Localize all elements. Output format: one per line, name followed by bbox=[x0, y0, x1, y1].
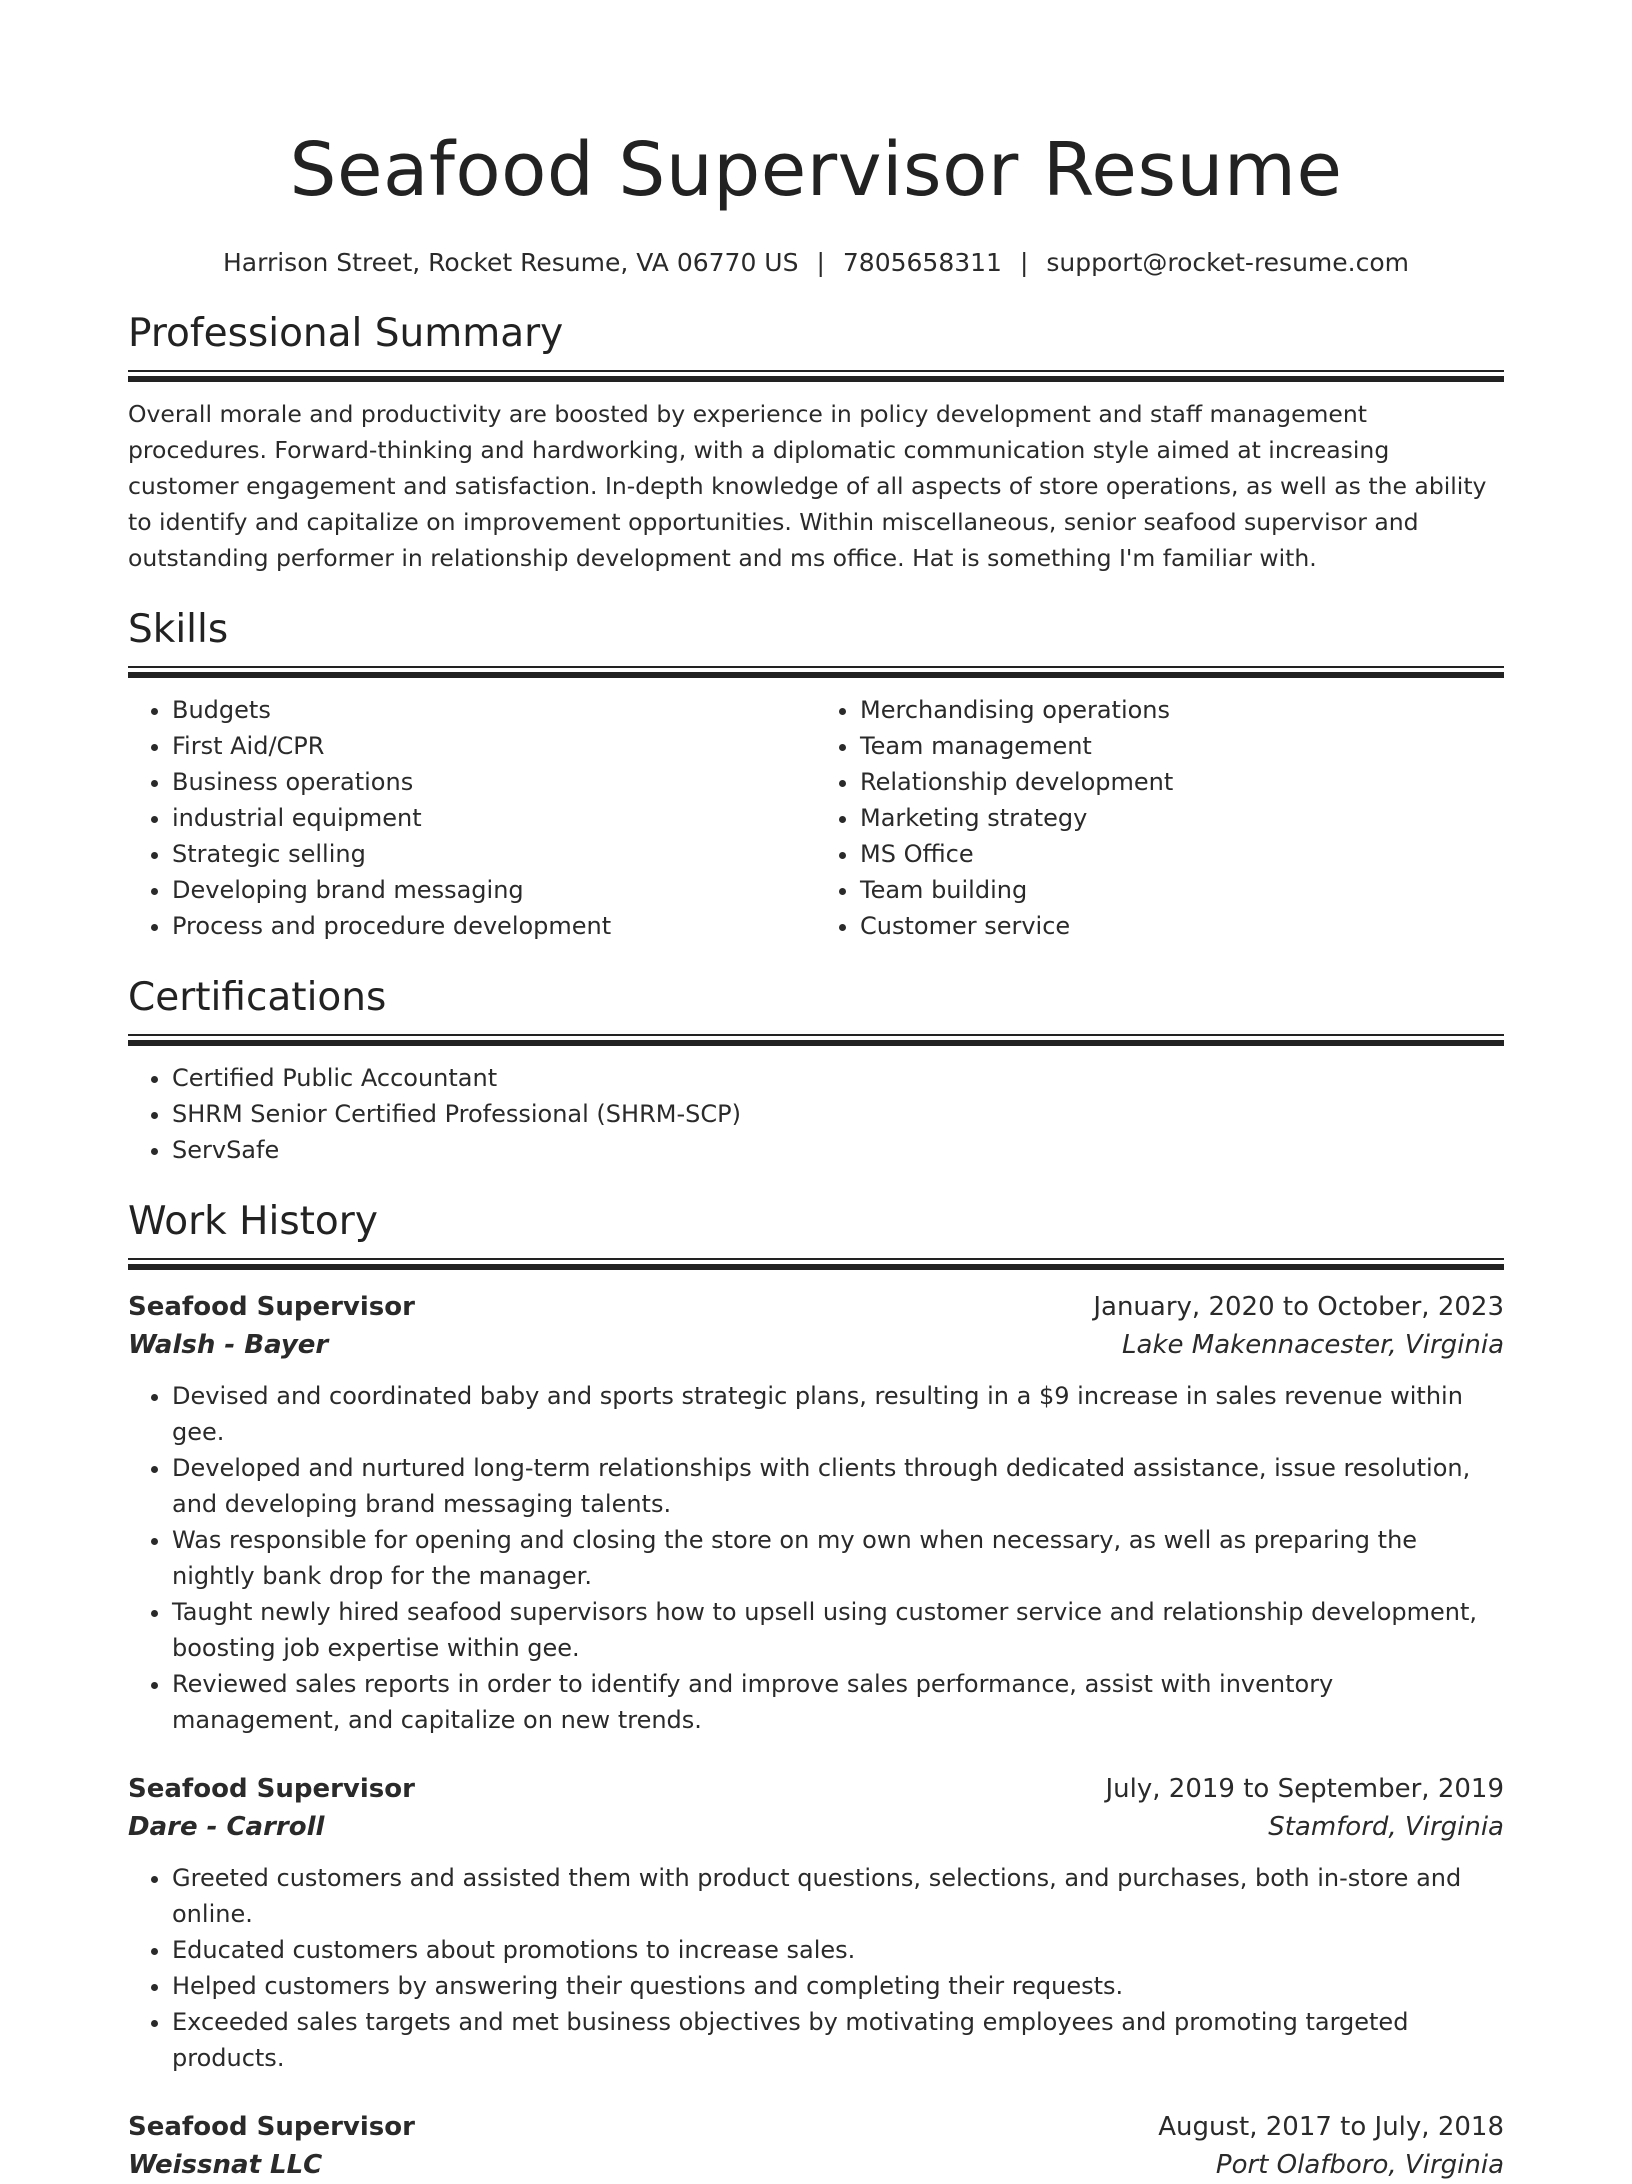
skill-item: • Marketing strategy bbox=[860, 800, 1504, 836]
skills-heading: Skills bbox=[128, 607, 229, 652]
skill-item: • Relationship development bbox=[860, 764, 1504, 800]
job-entry bbox=[128, 1770, 1504, 2076]
job-title: Seafood Supervisor bbox=[128, 2112, 415, 2142]
job-bullets bbox=[128, 1860, 1504, 2076]
skills-section bbox=[128, 604, 1504, 944]
job-company: Walsh - Bayer bbox=[128, 1330, 329, 1360]
certifications-list bbox=[128, 1060, 1504, 1168]
skills-column-left bbox=[128, 692, 816, 944]
job-bullet: • Helped customers by answering their questions and completing their requests. bbox=[172, 1968, 1504, 2004]
summary-heading: Professional Summary bbox=[128, 311, 564, 356]
contact-address: Harrison Street, Rocket Resume, VA 06770 US bbox=[222, 248, 799, 277]
job-company: Weissnat LLC bbox=[128, 2150, 323, 2180]
job-bullets bbox=[128, 1378, 1504, 1738]
job-company: Dare - Carroll bbox=[128, 1812, 325, 1842]
contact-line bbox=[128, 246, 1504, 280]
work-history-section bbox=[128, 1196, 1504, 2184]
skill-item: • Budgets bbox=[172, 692, 816, 728]
skill-item: • industrial equipment bbox=[172, 800, 816, 836]
contact-email: support@rocket-resume.com bbox=[1046, 248, 1410, 277]
job-bullet: • Educated customers about promotions to increase sales. bbox=[172, 1932, 1504, 1968]
summary-section bbox=[128, 308, 1504, 576]
certification-item: • Certified Public Accountant bbox=[172, 1060, 1504, 1096]
job-bullet: • Developed and nurtured long-term relationships with clients through dedicated assistance, issue resolution, and developing brand messaging talents. bbox=[172, 1450, 1504, 1522]
job-location: Port Olafboro, Virginia bbox=[1215, 2150, 1504, 2180]
job-company-row bbox=[128, 1808, 1504, 1846]
job-bullet: • Exceeded sales targets and met business objectives by motivating employees and promoting targeted products. bbox=[172, 2004, 1504, 2076]
skill-item: • Team management bbox=[860, 728, 1504, 764]
certifications-heading: Certifications bbox=[128, 975, 387, 1020]
skills-column-right bbox=[816, 692, 1504, 944]
section-divider bbox=[128, 1034, 1504, 1046]
job-dates: July, 2019 to September, 2019 bbox=[1105, 1774, 1504, 1804]
skill-item: • Merchandising operations bbox=[860, 692, 1504, 728]
skill-item: • Business operations bbox=[172, 764, 816, 800]
job-bullet: • Was responsible for opening and closing the store on my own when necessary, as well as preparing the nightly bank drop for the manager. bbox=[172, 1522, 1504, 1594]
certifications-section bbox=[128, 972, 1504, 1168]
certification-item: • ServSafe bbox=[172, 1132, 1504, 1168]
skill-item: • First Aid/CPR bbox=[172, 728, 816, 764]
work-history-heading: Work History bbox=[128, 1199, 378, 1244]
contact-separator: | bbox=[816, 248, 825, 277]
job-bullet: • Devised and coordinated baby and sports strategic plans, resulting in a $9 increase in sales revenue within gee. bbox=[172, 1378, 1504, 1450]
summary-text: Overall morale and productivity are boosted by experience in policy development and staff management procedures. Forward-thinking and hardworking, with a diplomatic communication style aimed at increasing customer engagement and satisfaction. In-depth knowledge of all aspects of store operations, as well as the ability to identify and capitalize on improvement opportunities. Within miscellaneous, senior seafood supervisor and outstanding performer in relationship development and ms office. Hat is something I'm familiar with. bbox=[128, 400, 1487, 572]
job-dates: January, 2020 to October, 2023 bbox=[1093, 1292, 1504, 1322]
job-location: Lake Makennacester, Virginia bbox=[1122, 1330, 1504, 1360]
job-header-row bbox=[128, 1288, 1504, 1326]
job-dates: August, 2017 to July, 2018 bbox=[1158, 2112, 1504, 2142]
job-company-row bbox=[128, 2146, 1504, 2184]
skill-item: • Customer service bbox=[860, 908, 1504, 944]
skill-item: • Process and procedure development bbox=[172, 908, 816, 944]
job-location: Stamford, Virginia bbox=[1268, 1812, 1504, 1842]
job-header-row bbox=[128, 1770, 1504, 1808]
job-bullet: • Greeted customers and assisted them with product questions, selections, and purchases, both in-store and online. bbox=[172, 1860, 1504, 1932]
job-bullet: • Taught newly hired seafood supervisors how to upsell using customer service and relationship development, boosting job expertise within gee. bbox=[172, 1594, 1504, 1666]
section-divider bbox=[128, 370, 1504, 382]
job-header-row bbox=[128, 2108, 1504, 2146]
contact-separator: | bbox=[1019, 248, 1029, 277]
section-divider bbox=[128, 1258, 1504, 1270]
job-title: Seafood Supervisor bbox=[128, 1292, 415, 1322]
skill-item: • MS Office bbox=[860, 836, 1504, 872]
page-title: Seafood Supervisor Resume bbox=[289, 127, 1343, 213]
contact-phone: 7805658311 bbox=[842, 248, 1002, 277]
job-entry bbox=[128, 1288, 1504, 1738]
certification-item: • SHRM Senior Certified Professional (SHRM-SCP) bbox=[172, 1096, 1504, 1132]
job-company-row bbox=[128, 1326, 1504, 1364]
skills-list bbox=[128, 692, 1504, 944]
job-title: Seafood Supervisor bbox=[128, 1774, 415, 1804]
job-bullet: • Reviewed sales reports in order to identify and improve sales performance, assist with inventory management, and capitalize on new trends. bbox=[172, 1666, 1504, 1738]
skill-item: • Developing brand messaging bbox=[172, 872, 816, 908]
section-divider bbox=[128, 666, 1504, 678]
skill-item: • Strategic selling bbox=[172, 836, 816, 872]
job-entry bbox=[128, 2108, 1504, 2184]
skill-item: • Team building bbox=[860, 872, 1504, 908]
